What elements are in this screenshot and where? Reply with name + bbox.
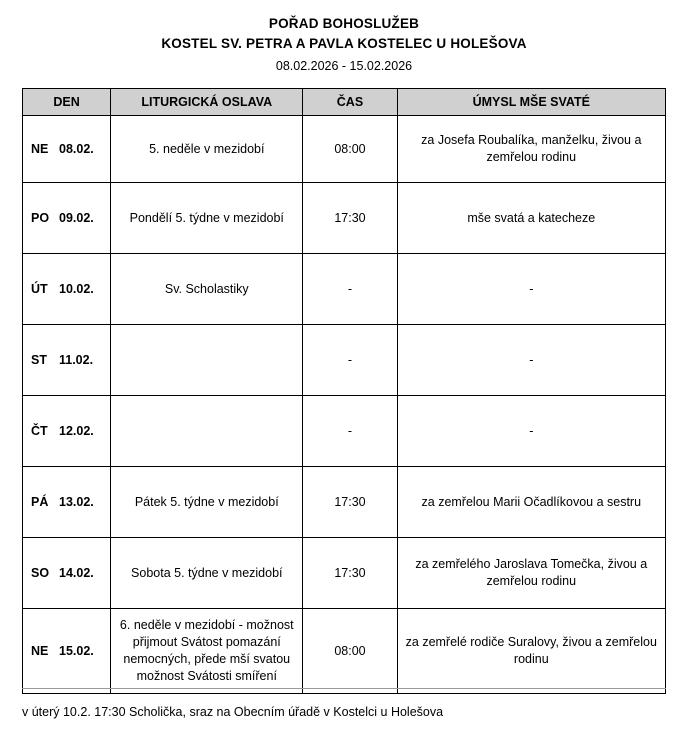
cell-day <box>23 396 111 467</box>
cell-day <box>23 325 111 396</box>
cell-day-name: ČT <box>31 424 48 438</box>
cell-liturgy <box>111 325 303 396</box>
table-row <box>23 183 666 254</box>
cell-intention: za zemřelou Marii Očadlíkovou a sestru <box>397 467 665 538</box>
cell-time: 17:30 <box>303 538 397 609</box>
cell-day-name: ÚT <box>31 282 48 296</box>
cell-time: 17:30 <box>303 183 397 254</box>
table-header-row <box>23 89 666 116</box>
cell-time: - <box>303 325 397 396</box>
cell-day <box>23 183 111 254</box>
cell-day-date: 10.02. <box>59 282 94 296</box>
page-title: POŘAD BOHOSLUŽEB <box>268 16 420 31</box>
document-header <box>0 0 688 76</box>
cell-intention: za zemřelé rodiče Suralovy, živou a zemřelou rodinu <box>397 609 665 694</box>
cell-time: - <box>303 254 397 325</box>
cell-day <box>23 538 111 609</box>
cell-day-name: SO <box>31 566 50 580</box>
cell-intention: mše svatá a katecheze <box>397 183 665 254</box>
cell-day <box>23 254 111 325</box>
footer-note: v úterý 10.2. 17:30 Scholička, sraz na Obecním úřadě v Kostelci u Holešova <box>22 688 666 719</box>
cell-time: 08:00 <box>303 116 397 183</box>
cell-intention: - <box>397 254 665 325</box>
cell-liturgy: Pátek 5. týdne v mezidobí <box>111 467 303 538</box>
table-header <box>23 89 666 116</box>
cell-intention: - <box>397 396 665 467</box>
cell-day-date: 14.02. <box>59 566 94 580</box>
cell-liturgy: 5. neděle v mezidobí <box>111 116 303 183</box>
table-row <box>23 538 666 609</box>
cell-day-name: PÁ <box>31 495 49 509</box>
cell-day-name: NE <box>31 644 49 658</box>
date-range: 08.02.2026 - 15.02.2026 <box>275 59 413 73</box>
table-row <box>23 116 666 183</box>
cell-liturgy <box>111 396 303 467</box>
cell-day <box>23 467 111 538</box>
column-header-day: DEN <box>23 89 111 116</box>
table-row <box>23 254 666 325</box>
cell-day-date: 08.02. <box>59 142 94 156</box>
table-body <box>23 116 666 694</box>
table-row <box>23 609 666 694</box>
table-row <box>23 325 666 396</box>
cell-day-name: PO <box>31 211 50 225</box>
cell-day-date: 09.02. <box>59 211 94 225</box>
table-row <box>23 467 666 538</box>
cell-liturgy: Sobota 5. týdne v mezidobí <box>111 538 303 609</box>
cell-liturgy: Pondělí 5. týdne v mezidobí <box>111 183 303 254</box>
column-header-intention: ÚMYSL MŠE SVATÉ <box>397 89 665 116</box>
cell-day <box>23 116 111 183</box>
cell-time: 08:00 <box>303 609 397 694</box>
cell-day <box>23 609 111 694</box>
cell-day-date: 15.02. <box>59 644 94 658</box>
page-subtitle: KOSTEL SV. PETRA A PAVLA KOSTELEC U HOLEŠOVA <box>161 36 527 51</box>
cell-day-date: 12.02. <box>59 424 94 438</box>
cell-day-name: NE <box>31 142 49 156</box>
table-row <box>23 396 666 467</box>
cell-intention: za Josefa Roubalíka, manželku, živou a zemřelou rodinu <box>397 116 665 183</box>
column-header-time: ČAS <box>303 89 397 116</box>
column-header-liturgy: LITURGICKÁ OSLAVA <box>111 89 303 116</box>
schedule-table <box>22 88 666 694</box>
cell-day-name: ST <box>31 353 47 367</box>
cell-liturgy: 6. neděle v mezidobí - možnost přijmout Svátost pomazání nemocných, přede mší svatou možnost Svátosti smíření <box>111 609 303 694</box>
cell-intention: - <box>397 325 665 396</box>
cell-day-date: 13.02. <box>59 495 94 509</box>
cell-liturgy: Sv. Scholastiky <box>111 254 303 325</box>
cell-time: - <box>303 396 397 467</box>
cell-day-date: 11.02. <box>59 353 94 367</box>
cell-intention: za zemřelého Jaroslava Tomečka, živou a zemřelou rodinu <box>397 538 665 609</box>
cell-time: 17:30 <box>303 467 397 538</box>
